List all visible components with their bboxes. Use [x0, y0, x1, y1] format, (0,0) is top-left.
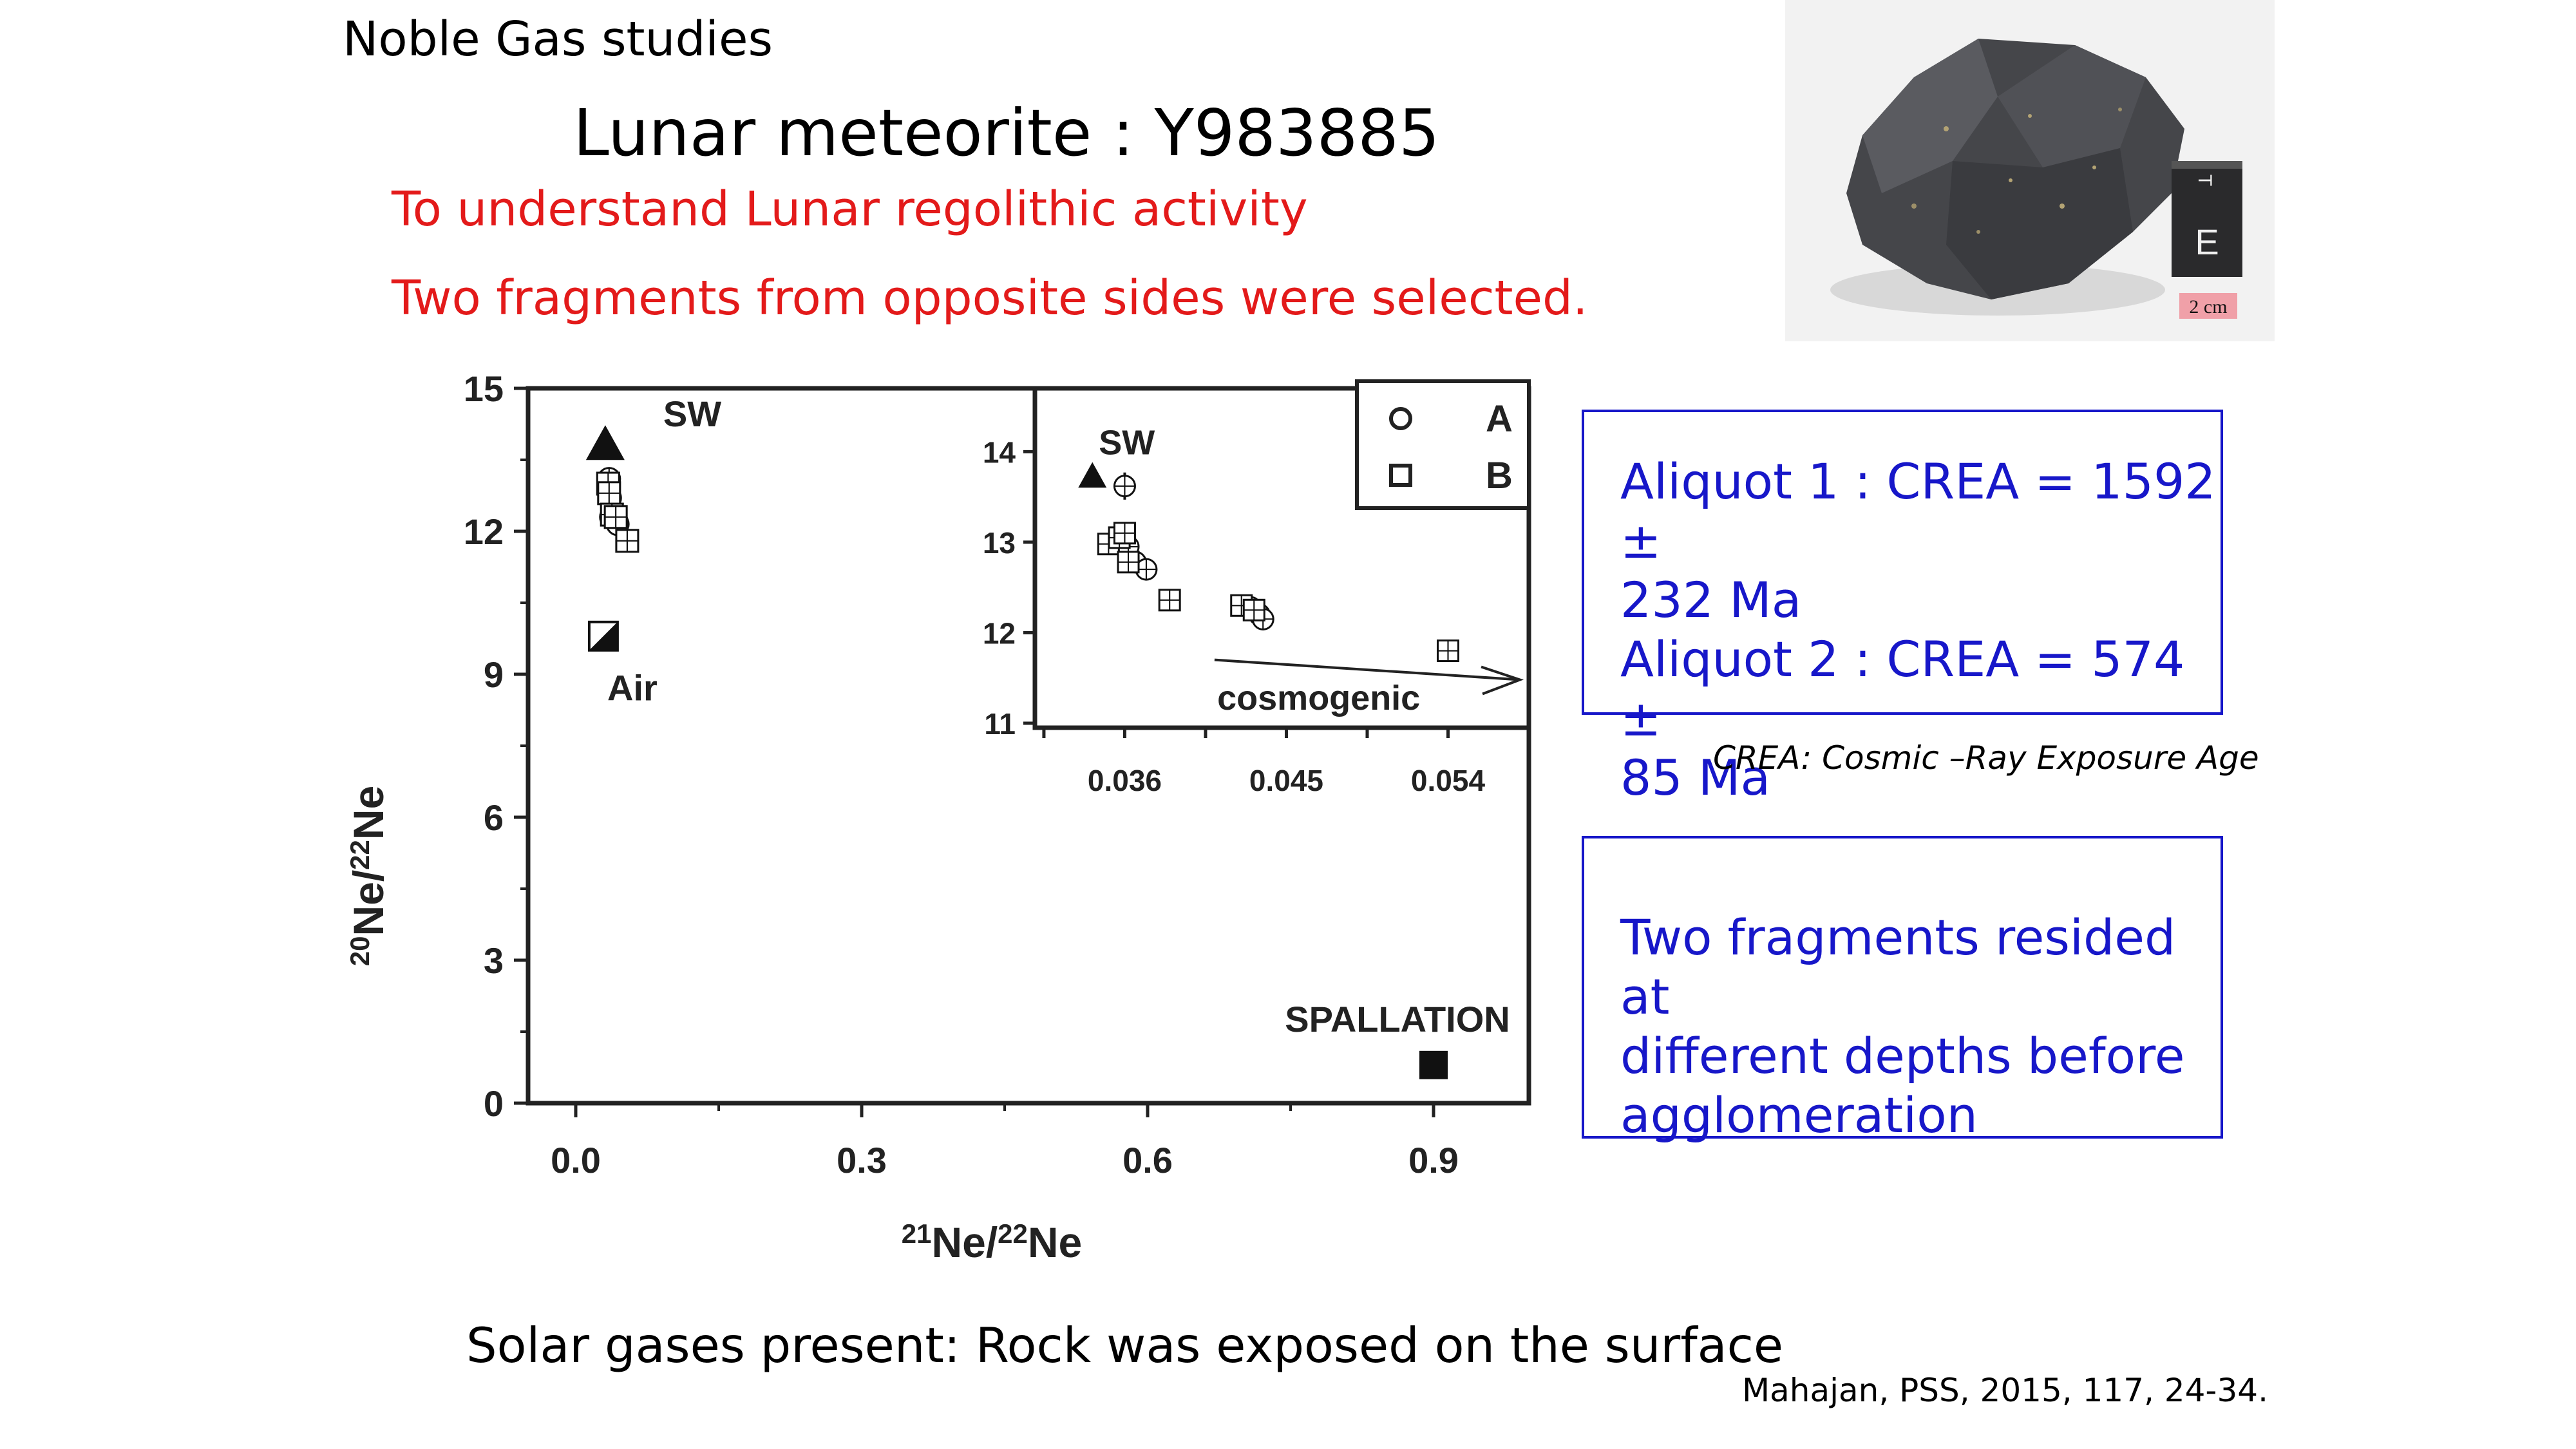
inset-x-tick-label: 0.054: [1410, 764, 1486, 797]
chart-annotation: SPALLATION: [1285, 999, 1510, 1039]
inset-y-tick-label: 13: [982, 526, 1016, 560]
endmember-point: [1419, 1051, 1448, 1079]
x-tick-label: 0.6: [1122, 1140, 1173, 1180]
endmember-point: [586, 425, 625, 460]
objective-text: To understand Lunar regolithic activity: [392, 182, 1308, 237]
inset-data-point-b: [1437, 641, 1458, 661]
data-point-b: [605, 506, 627, 528]
inset-data-point-b: [1118, 552, 1139, 573]
inset-data-point-a: [1114, 476, 1135, 497]
y-tick-label: 12: [463, 511, 504, 552]
inset-y-tick-label: 12: [982, 616, 1016, 650]
inset-annotation: SW: [1099, 423, 1155, 462]
citation: Mahajan, PSS, 2015, 117, 24-34.: [1742, 1372, 2268, 1409]
inset-annotation: cosmogenic: [1217, 678, 1421, 717]
chart-annotation: SW: [663, 393, 722, 435]
cube-letter: E: [2195, 222, 2219, 262]
inset-x-tick-label: 0.045: [1249, 764, 1324, 797]
crea-line: Aliquot 2 : CREA = 574 ±: [1620, 630, 2185, 747]
scale-label: 2 cm: [2189, 296, 2228, 317]
y-tick-label: 6: [483, 797, 504, 838]
depth-line: Two fragments resided at: [1620, 909, 2176, 1025]
slide-title: Lunar meteorite : Y983885: [573, 95, 1440, 171]
inset-data-point-b: [1159, 590, 1180, 611]
y-tick-label: 0: [483, 1083, 504, 1124]
meteorite-photo: [1785, 0, 2275, 341]
x-tick-label: 0.3: [837, 1140, 887, 1180]
data-point-b: [598, 482, 620, 504]
depth-line: different depths before: [1620, 1027, 2185, 1084]
chart-annotation: Air: [607, 667, 658, 708]
inset-x-tick-label: 0.036: [1087, 764, 1162, 797]
neon-isotope-chart: [322, 348, 1558, 1294]
y-tick-label: 9: [483, 654, 504, 695]
x-axis-label: $^{21}$Ne/$^{22}$Ne: [901, 1218, 1083, 1266]
inset-data-point-b: [1244, 600, 1264, 620]
crea-definition: CREA: Cosmic –Ray Exposure Age: [1713, 739, 2259, 777]
y-tick-label: 3: [483, 940, 504, 981]
x-tick-label: 0.0: [551, 1140, 601, 1180]
y-tick-label: 15: [463, 368, 504, 409]
crea-line: 232 Ma: [1620, 571, 1802, 629]
footer-note: Solar gases present: Rock was exposed on the surface: [466, 1317, 1783, 1374]
section-title: Noble Gas studies: [343, 12, 773, 67]
y-axis-label: $^{20}$Ne/$^{22}$Ne: [345, 785, 392, 967]
inset-y-tick-label: 14: [982, 435, 1016, 469]
endmember-point: [589, 622, 618, 650]
x-tick-label: 0.9: [1408, 1140, 1459, 1180]
data-point-b: [616, 530, 638, 552]
selection-text: Two fragments from opposite sides were selected.: [392, 270, 1588, 326]
inset-y-tick-label: 11: [984, 706, 1016, 741]
legend-a-label: A: [1486, 398, 1513, 440]
legend-b-label: B: [1486, 455, 1513, 497]
depth-box: [1582, 836, 2223, 1144]
inset-data-point-b: [1114, 523, 1135, 544]
crea-line: 85 Ma: [1620, 749, 1771, 806]
chart-legend: [1357, 381, 1529, 508]
crea-line: Aliquot 1 : CREA = 1592 ±: [1620, 453, 2216, 569]
depth-line: agglomeration: [1620, 1086, 1978, 1144]
cube-top-letter: T: [2194, 174, 2215, 187]
